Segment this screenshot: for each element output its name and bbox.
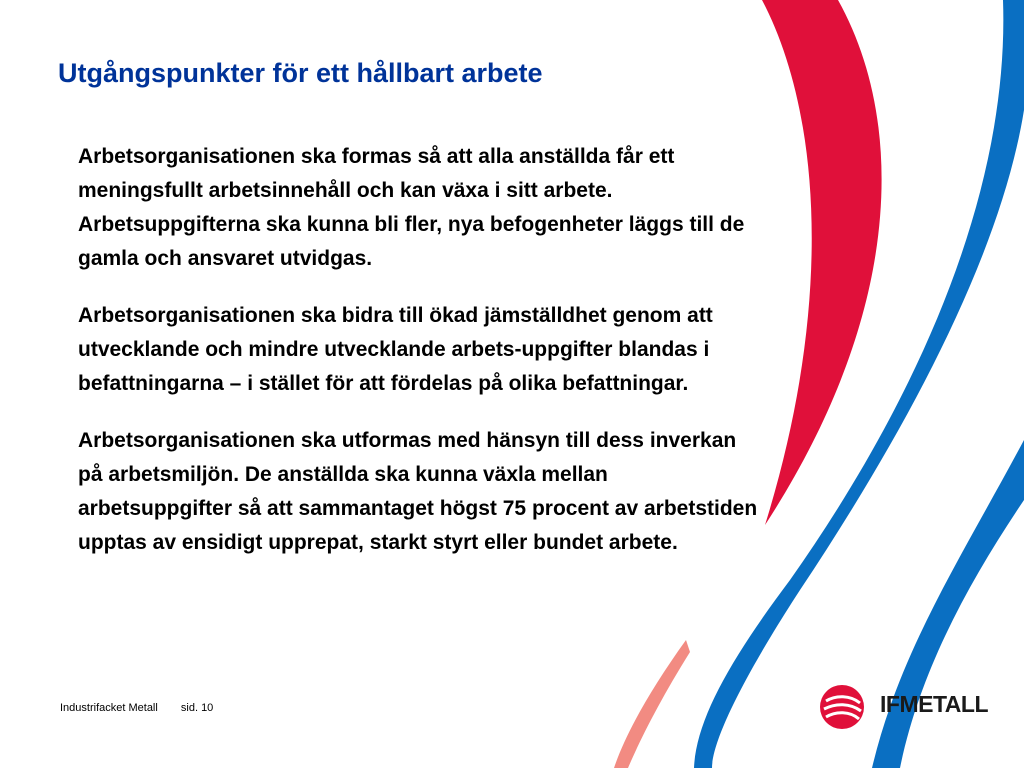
red-ribbon bbox=[762, 0, 882, 525]
ifmetall-logo bbox=[816, 681, 986, 733]
pink-ribbon bbox=[614, 640, 690, 768]
ifmetall-logo-icon bbox=[816, 681, 868, 733]
footer bbox=[60, 702, 213, 714]
footer-organization: Industrifacket Metall bbox=[60, 702, 158, 714]
ifmetall-logo-text: IFMETALL bbox=[880, 691, 988, 717]
body-text bbox=[78, 140, 758, 583]
slide-title: Utgångspunkter för ett hållbart arbete bbox=[58, 58, 543, 88]
footer-page-number: sid. 10 bbox=[180, 702, 214, 714]
paragraph-3: Arbetsorganisationen ska utformas med hänsyn till dess inverkan på arbetsmiljön. De anställda ska kunna växla mellan arbetsuppgifter så att sammantaget högst 75 procent av arbetstiden upptas av ensidigt upprepat, starkt styrt eller bundet arbete. bbox=[78, 429, 758, 554]
paragraph-1: Arbetsorganisationen ska formas så att alla anställda får ett meningsfullt arbetsinnehåll och kan växa i sitt arbete. Arbetsuppgifterna ska kunna bli fler, nya befogenheter läggs till de gamla och ansvaret utvidgas. bbox=[78, 145, 745, 270]
paragraph-2: Arbetsorganisationen ska bidra till ökad jämställdhet genom att utvecklande och mindre utvecklande arbets-uppgifter blandas i befattningarna – i stället för att fördelas på olika befattningar. bbox=[78, 304, 713, 395]
